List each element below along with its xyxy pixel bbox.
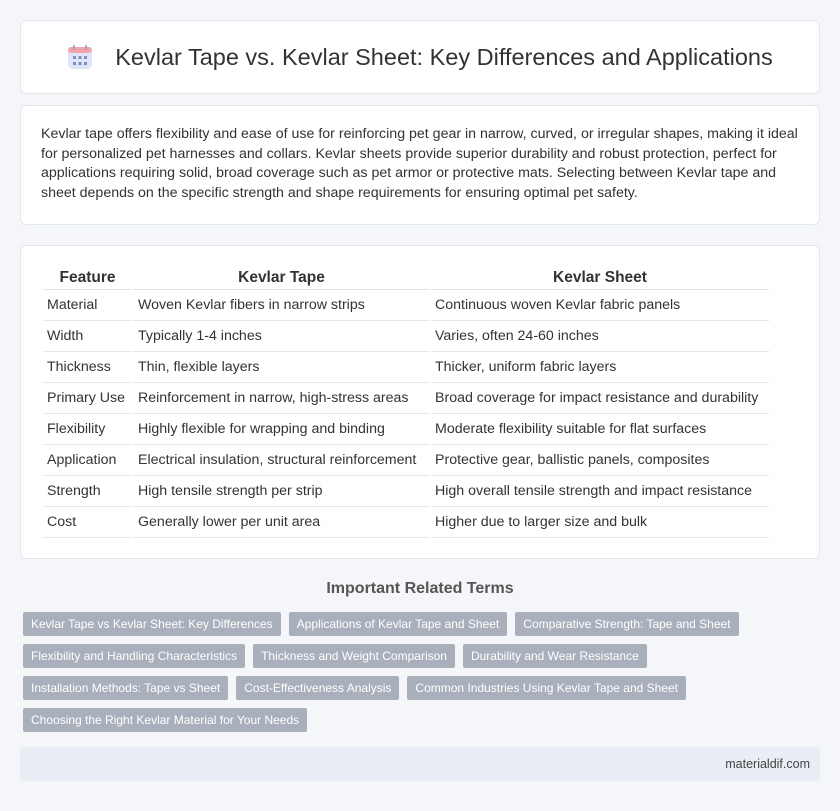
related-terms-tags xyxy=(23,612,823,740)
tag-row xyxy=(23,612,823,636)
table-row xyxy=(43,352,769,383)
related-term-tag[interactable]: Kevlar Tape vs Kevlar Sheet: Key Differences xyxy=(23,612,281,636)
table-cell: Woven Kevlar fibers in narrow strips xyxy=(134,290,429,321)
table-row xyxy=(43,383,769,414)
comparison-table xyxy=(41,266,771,538)
table-cell: Thickness xyxy=(43,352,132,383)
related-term-tag[interactable]: Common Industries Using Kevlar Tape and Sheet xyxy=(407,676,686,700)
table-row xyxy=(43,414,769,445)
table-cell: Protective gear, ballistic panels, composites xyxy=(431,445,769,476)
column-header-feature: Feature xyxy=(43,266,132,290)
table-cell: Moderate flexibility suitable for flat surfaces xyxy=(431,414,769,445)
table-cell: Reinforcement in narrow, high-stress areas xyxy=(134,383,429,414)
table-cell: Broad coverage for impact resistance and durability xyxy=(431,383,769,414)
table-cell: Electrical insulation, structural reinforcement xyxy=(134,445,429,476)
table-cell: Thin, flexible layers xyxy=(134,352,429,383)
footer xyxy=(20,747,820,781)
related-term-tag[interactable]: Flexibility and Handling Characteristics xyxy=(23,644,245,668)
table-cell: Strength xyxy=(43,476,132,507)
table-cell: Primary Use xyxy=(43,383,132,414)
calendar-grid-icon xyxy=(67,44,93,70)
table-cell: High overall tensile strength and impact resistance xyxy=(431,476,769,507)
comparison-table-card xyxy=(20,245,820,559)
table-cell: Continuous woven Kevlar fabric panels xyxy=(431,290,769,321)
table-cell: High tensile strength per strip xyxy=(134,476,429,507)
intro-card xyxy=(20,105,820,225)
table-cell: Generally lower per unit area xyxy=(134,507,429,538)
tag-row xyxy=(23,676,823,700)
table-row xyxy=(43,507,769,538)
tag-row xyxy=(23,708,823,732)
column-header-kevlar-sheet: Kevlar Sheet xyxy=(431,266,769,290)
related-term-tag[interactable]: Thickness and Weight Comparison xyxy=(253,644,455,668)
related-term-tag[interactable]: Applications of Kevlar Tape and Sheet xyxy=(289,612,508,636)
table-cell: Highly flexible for wrapping and binding xyxy=(134,414,429,445)
related-terms-heading: Important Related Terms xyxy=(326,580,514,597)
page-title: Kevlar Tape vs. Kevlar Sheet: Key Differences and Applications xyxy=(115,43,773,70)
related-term-tag[interactable]: Durability and Wear Resistance xyxy=(463,644,647,668)
table-row xyxy=(43,445,769,476)
table-cell: Width xyxy=(43,321,132,352)
table-cell: Varies, often 24-60 inches xyxy=(431,321,769,352)
table-cell: Cost xyxy=(43,507,132,538)
related-term-tag[interactable]: Installation Methods: Tape vs Sheet xyxy=(23,676,228,700)
table-row xyxy=(43,290,769,321)
related-term-tag[interactable]: Comparative Strength: Tape and Sheet xyxy=(515,612,738,636)
intro-paragraph: Kevlar tape offers flexibility and ease of use for reinforcing pet gear in narrow, curved, or irregular shapes, making it ideal for personalized pet harnesses and collars. Kevlar sheets provide superior durability and robust protection, perfect for applications requiring solid, broad coverage such as pet armor or protective mats. Selecting between Kevlar tape and sheet depends on the specific strength and shape requirements for ensuring optimal pet safety. xyxy=(41,126,798,201)
column-header-kevlar-tape: Kevlar Tape xyxy=(134,266,429,290)
title-card xyxy=(20,20,820,94)
footer-site-link[interactable]: materialdif.com xyxy=(725,757,810,771)
table-cell: Thicker, uniform fabric layers xyxy=(431,352,769,383)
table-cell: Higher due to larger size and bulk xyxy=(431,507,769,538)
table-cell: Material xyxy=(43,290,132,321)
related-term-tag[interactable]: Choosing the Right Kevlar Material for Your Needs xyxy=(23,708,307,732)
table-row xyxy=(43,321,769,352)
tag-row xyxy=(23,644,823,668)
table-cell: Application xyxy=(43,445,132,476)
table-header-row xyxy=(43,266,769,290)
table-cell: Typically 1-4 inches xyxy=(134,321,429,352)
table-cell: Flexibility xyxy=(43,414,132,445)
related-term-tag[interactable]: Cost-Effectiveness Analysis xyxy=(236,676,399,700)
table-row xyxy=(43,476,769,507)
